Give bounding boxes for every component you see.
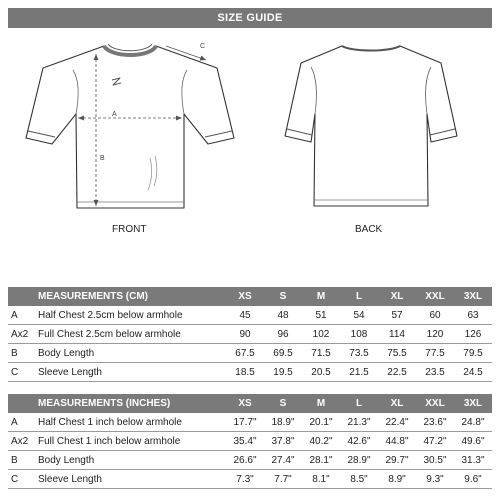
table-title-inches: MEASUREMENTS (INCHES) — [34, 394, 226, 413]
table-cell: 90 — [226, 325, 264, 344]
table-cell: 9.6" — [454, 470, 492, 489]
table-cell: 63 — [454, 306, 492, 325]
size-header: XS — [226, 287, 264, 306]
table-cell: 20.1" — [302, 413, 340, 432]
table-cell: 40.2" — [302, 432, 340, 451]
table-cell: 30.5" — [416, 451, 454, 470]
tshirt-back-illustration — [285, 46, 457, 206]
table-cell: 19.5 — [264, 363, 302, 382]
table-cell: 57 — [378, 306, 416, 325]
table-header-row — [8, 287, 492, 306]
table-cell: 17.7" — [226, 413, 264, 432]
table-cell: 54 — [340, 306, 378, 325]
table-cell: 49.6" — [454, 432, 492, 451]
table-cell: 18.5 — [226, 363, 264, 382]
table-cell: 48 — [264, 306, 302, 325]
table-row — [8, 451, 492, 470]
table-cell: 7.3" — [226, 470, 264, 489]
table-cell: 23.5 — [416, 363, 454, 382]
back-label: BACK — [355, 224, 383, 235]
table-cell: 26.6" — [226, 451, 264, 470]
table-cell: 8.5" — [340, 470, 378, 489]
table-cell: 37.8" — [264, 432, 302, 451]
size-header: L — [340, 287, 378, 306]
table-cell: 8.9" — [378, 470, 416, 489]
size-header: L — [340, 394, 378, 413]
marker-b: B — [100, 155, 105, 162]
table-cell: 69.5 — [264, 344, 302, 363]
table-title-cm: MEASUREMENTS (CM) — [34, 287, 226, 306]
table-cell: 21.3" — [340, 413, 378, 432]
table-cell: 51 — [302, 306, 340, 325]
size-header: S — [264, 287, 302, 306]
table-row — [8, 344, 492, 363]
size-header: M — [302, 287, 340, 306]
table-cell: 20.5 — [302, 363, 340, 382]
measurements-cm-table — [8, 287, 492, 382]
tshirt-diagram — [0, 30, 500, 245]
size-header: 3XL — [454, 394, 492, 413]
row-label: Body Length — [34, 344, 226, 363]
table-cell: 28.1" — [302, 451, 340, 470]
marker-a: A — [112, 111, 117, 118]
row-code: A — [8, 413, 34, 432]
row-label: Body Length — [34, 451, 226, 470]
table-cell: 31.3" — [454, 451, 492, 470]
table-cell: 23.6" — [416, 413, 454, 432]
table-cell: 47.2" — [416, 432, 454, 451]
table-row — [8, 306, 492, 325]
row-label: Half Chest 1 inch below armhole — [34, 413, 226, 432]
table-cell: 42.6" — [340, 432, 378, 451]
table-cell: 120 — [416, 325, 454, 344]
size-header: M — [302, 394, 340, 413]
table-cell: 126 — [454, 325, 492, 344]
size-header: XS — [226, 394, 264, 413]
row-code: B — [8, 344, 34, 363]
measurements-inches-table — [8, 394, 492, 489]
row-label: Full Chest 1 inch below armhole — [34, 432, 226, 451]
table-cell: 22.4" — [378, 413, 416, 432]
row-label: Sleeve Length — [34, 363, 226, 382]
table-cell: 77.5 — [416, 344, 454, 363]
tshirt-front-illustration — [26, 44, 234, 208]
row-code: B — [8, 451, 34, 470]
table-row — [8, 432, 492, 451]
row-code: C — [8, 470, 34, 489]
size-header: XL — [378, 394, 416, 413]
table-cell: 79.5 — [454, 344, 492, 363]
table-cell: 108 — [340, 325, 378, 344]
table-cell: 28.9" — [340, 451, 378, 470]
size-guide-title: SIZE GUIDE — [8, 8, 492, 28]
table-cell: 114 — [378, 325, 416, 344]
size-header: S — [264, 394, 302, 413]
table-cell: 60 — [416, 306, 454, 325]
table-cell: 29.7" — [378, 451, 416, 470]
table-cell: 7.7" — [264, 470, 302, 489]
table-row — [8, 413, 492, 432]
row-code: Ax2 — [8, 325, 34, 344]
table-cell: 44.8" — [378, 432, 416, 451]
table-cell: 27.4" — [264, 451, 302, 470]
table-cell: 73.5 — [340, 344, 378, 363]
table-row — [8, 363, 492, 382]
row-label: Full Chest 2.5cm below armhole — [34, 325, 226, 344]
table-cell: 102 — [302, 325, 340, 344]
table-cell: 24.5 — [454, 363, 492, 382]
size-header: 3XL — [454, 287, 492, 306]
table-cell: 96 — [264, 325, 302, 344]
table-row — [8, 325, 492, 344]
table-cell: 21.5 — [340, 363, 378, 382]
row-code: C — [8, 363, 34, 382]
size-header: XXL — [416, 394, 454, 413]
table-cell: 8.1" — [302, 470, 340, 489]
table-header-row — [8, 394, 492, 413]
table-row — [8, 470, 492, 489]
size-header: XXL — [416, 287, 454, 306]
size-header: XL — [378, 287, 416, 306]
marker-c: C — [200, 43, 206, 50]
table-cell: 75.5 — [378, 344, 416, 363]
row-label: Half Chest 2.5cm below armhole — [34, 306, 226, 325]
row-code: A — [8, 306, 34, 325]
row-code: Ax2 — [8, 432, 34, 451]
table-cell: 9.3" — [416, 470, 454, 489]
table-cell: 22.5 — [378, 363, 416, 382]
front-label: FRONT — [112, 224, 147, 235]
row-label: Sleeve Length — [34, 470, 226, 489]
table-cell: 24.8" — [454, 413, 492, 432]
table-cell: 67.5 — [226, 344, 264, 363]
table-cell: 45 — [226, 306, 264, 325]
table-cell: 71.5 — [302, 344, 340, 363]
table-cell: 18.9" — [264, 413, 302, 432]
table-cell: 35.4" — [226, 432, 264, 451]
